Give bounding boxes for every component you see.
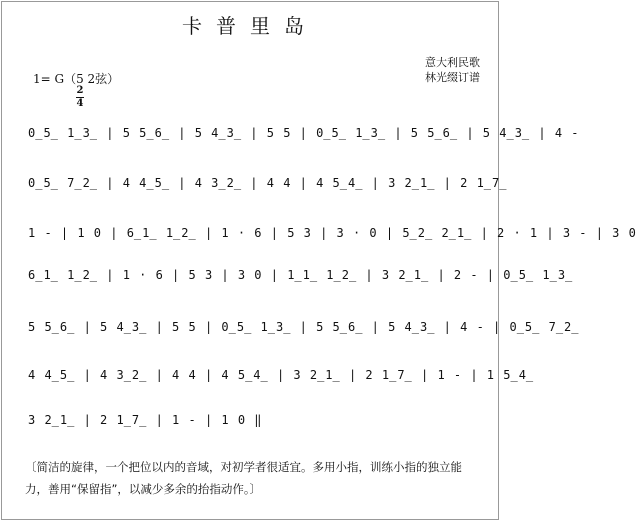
meter-bottom: 4 bbox=[76, 98, 84, 109]
score-row-7: 3 2̲1̲ | 2 1̲7̲ | 1 - | 1 0 ‖ bbox=[28, 413, 263, 427]
score-row-6: 4 4̲5̲ | 4 3̲2̲ | 4 4 | 4 5̲4̲ | 3 2̲1̲ | 2 1̲7̲ | 1 - | 1 5̲4̲ bbox=[28, 368, 535, 382]
score-row-4: 6̲1̲ 1̲2̲ | 1 · 6 | 5 3 | 3 0 | 1̲1̲ 1̲2̲ | 3 2̲1̲ | 2 - | 0̲5̲ 1̲3̲ bbox=[28, 268, 574, 282]
editor-label: 林光缀订谱 bbox=[425, 71, 480, 84]
score-row-5: 5 5̲6̲ | 5 4̲3̲ | 5 5 | 0̲5̲ 1̲3̲ | 5 5̲6̲ | 5 4̲3̲ | 4 - | 0̲5̲ 7̲2̲ bbox=[28, 320, 580, 334]
origin-label: 意大利民歌 bbox=[425, 56, 480, 69]
key-signature: 1= G（5 2弦） bbox=[33, 72, 120, 86]
score-row-1: 0̲5̲ 1̲3̲ | 5 5̲6̲ | 5 4̲3̲ | 5 5 | 0̲5̲ 1̲3̲ | 5 5̲6̲ | 5 4̲3̲ | 4 - bbox=[28, 126, 580, 140]
meter-top: 2 bbox=[76, 85, 84, 96]
instruction-note: 〔简洁的旋律，一个把位以内的音域，对初学者很适宜。多用小指，训练小指的独立能力，善用“保留指”，以减少多余的抬指动作。〕 bbox=[25, 460, 462, 496]
score-row-3: 1 - | 1 0 | 6̲1̲ 1̲2̲ | 1 · 6 | 5 3 | 3 · 0 | 5̲2̲ 2̲1̲ | 2 · 1 | 3 - | 3 0 bbox=[28, 226, 637, 240]
time-signature bbox=[76, 86, 84, 109]
piece-title: 卡普里岛 bbox=[182, 14, 318, 38]
score-row-2: 0̲5̲ 7̲2̲ | 4 4̲5̲ | 4 3̲2̲ | 4 4 | 4 5̲4̲ | 3 2̲1̲ | 2 1̲7̲ bbox=[28, 176, 508, 190]
